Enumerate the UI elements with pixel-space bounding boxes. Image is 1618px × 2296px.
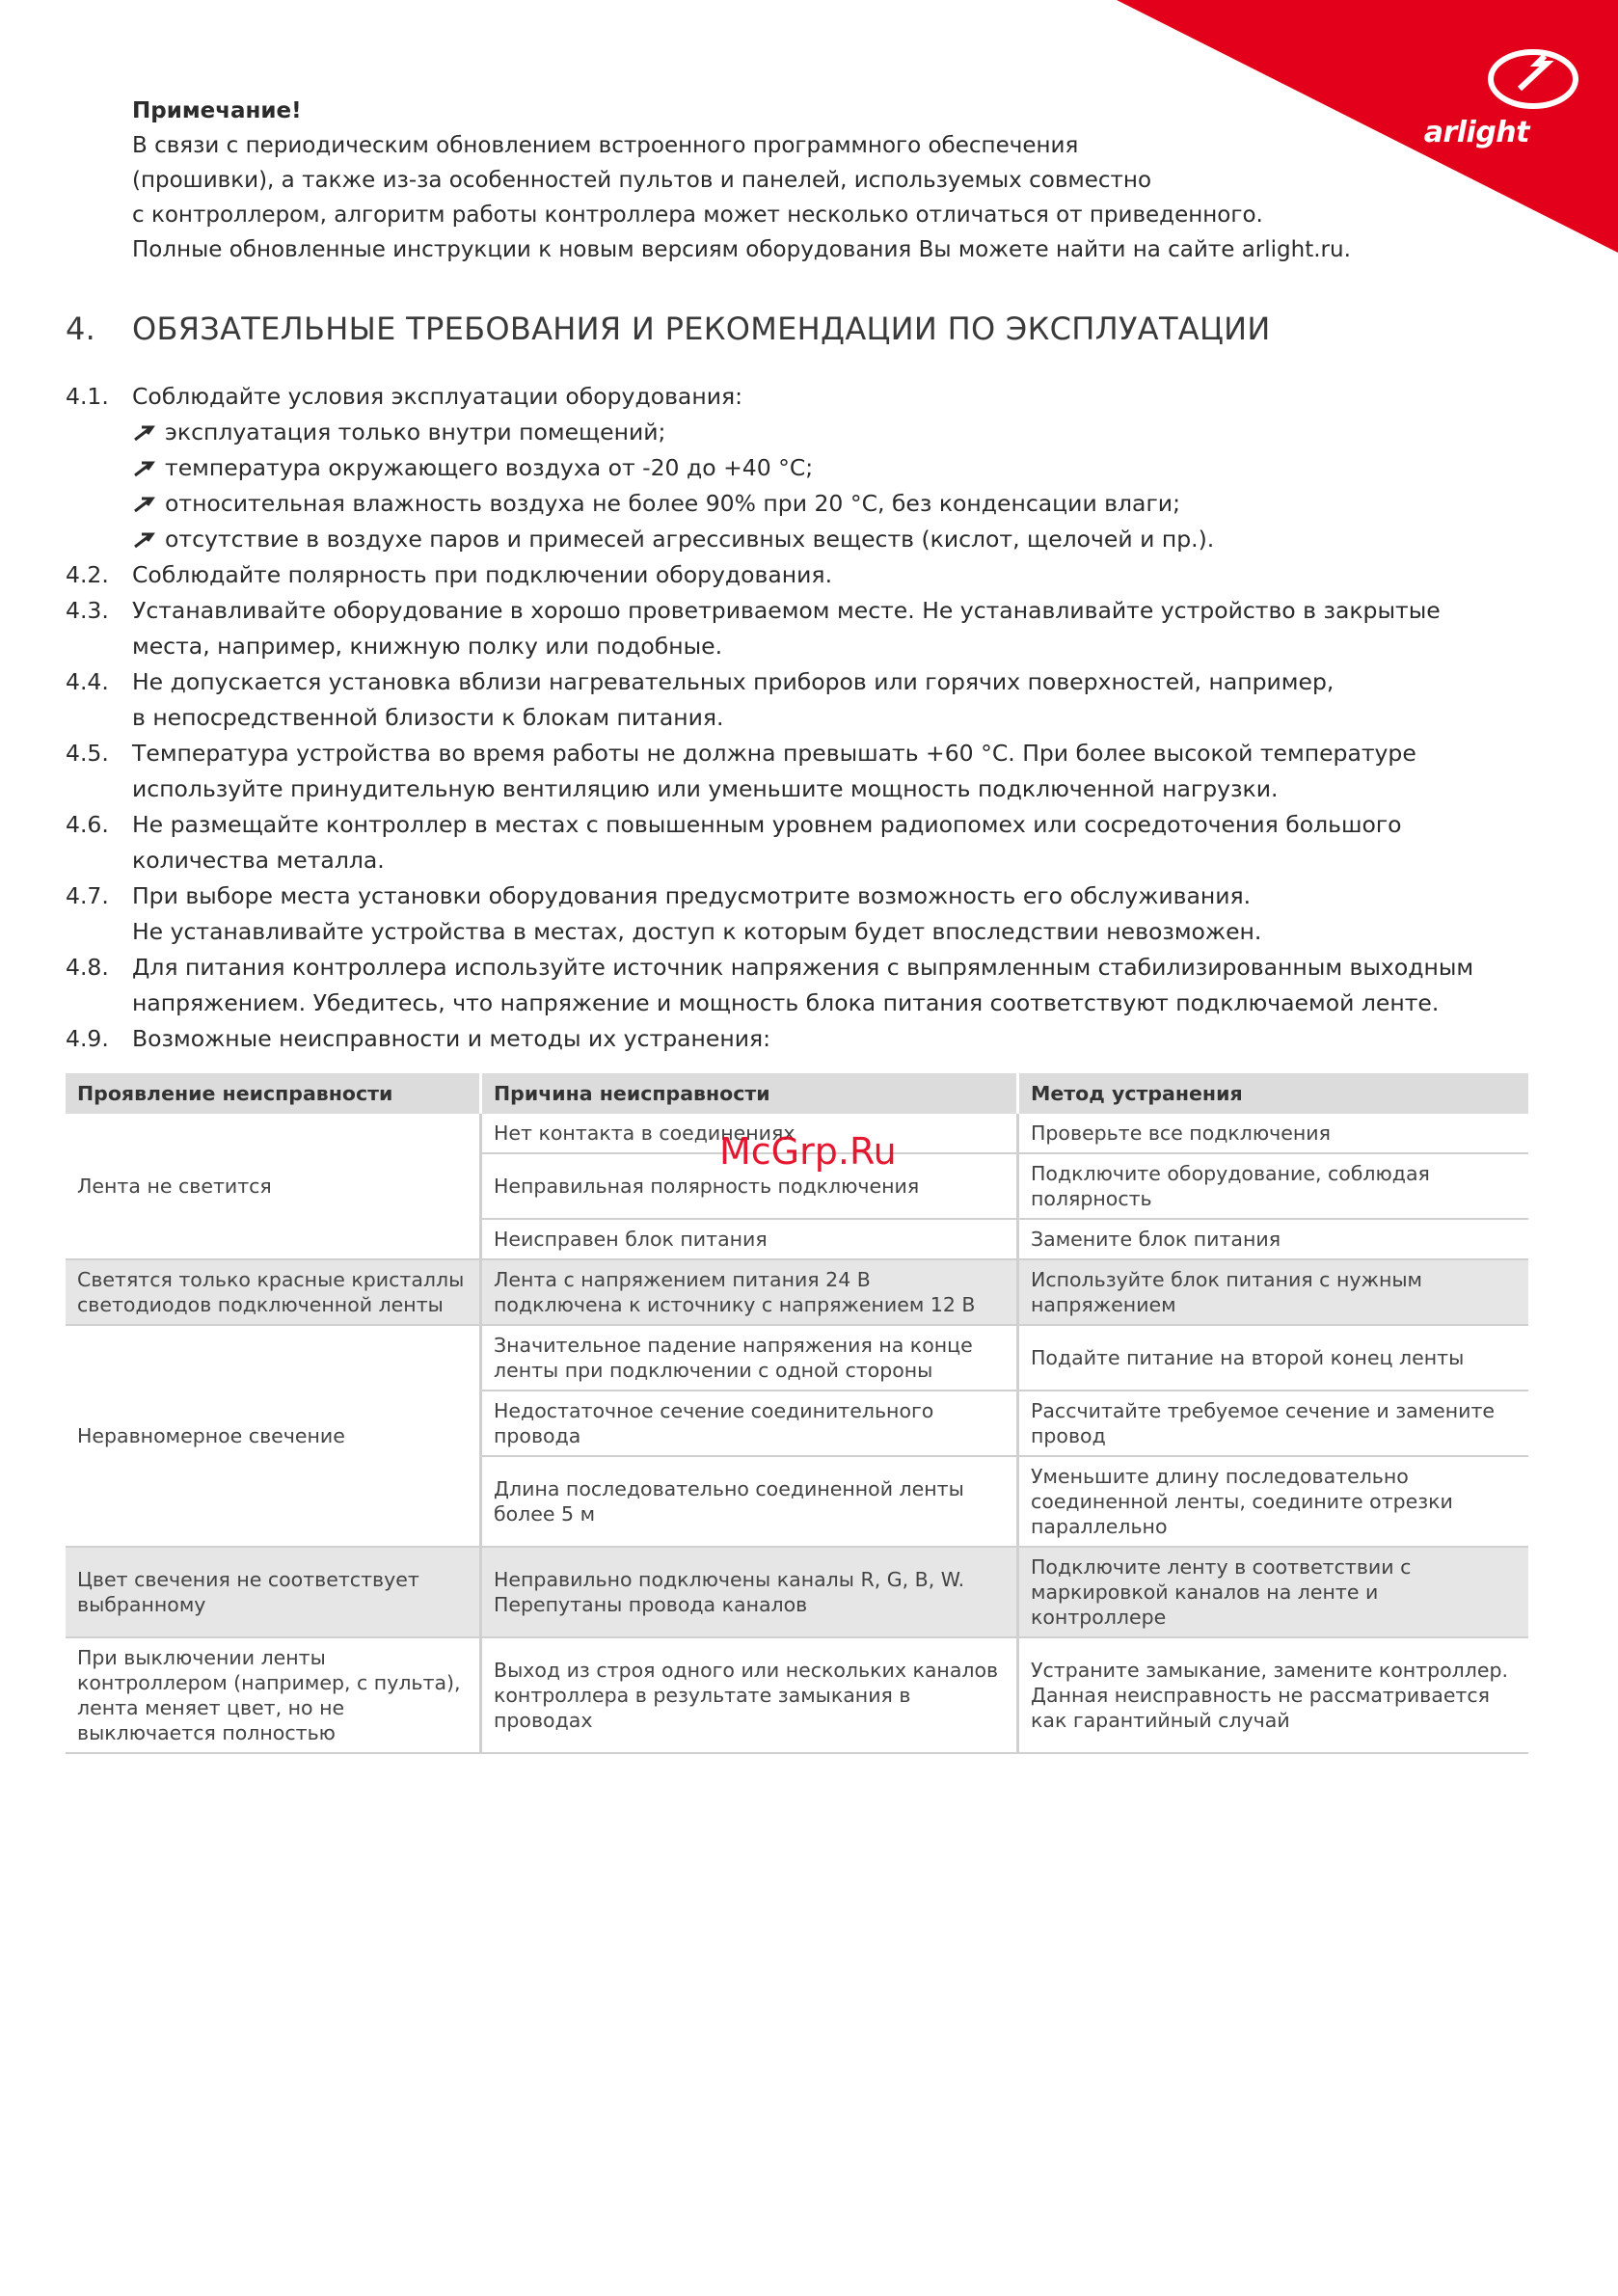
item-text: количества металла. — [132, 847, 385, 874]
list-item — [66, 807, 1551, 878]
list-item — [66, 736, 1551, 807]
item-text: Соблюдайте полярность при подключении оборудования. — [132, 561, 833, 588]
cause-cell: Лента с напряжением питания 24 В подключена к источнику с напряжением 12 В — [481, 1259, 1018, 1325]
remedy-cell: Проверьте все подключения — [1018, 1114, 1529, 1153]
table-header-row — [66, 1073, 1528, 1114]
item-number: 4.4. — [66, 668, 109, 695]
remedy-cell: Замените блок питания — [1018, 1219, 1529, 1259]
column-header: Метод устранения — [1018, 1073, 1529, 1114]
remedy-cell: Рассчитайте требуемое сечение и замените провод — [1018, 1391, 1529, 1456]
note-line: (прошивки), а также из-за особенностей пультов и панелей, используемых совместно — [132, 168, 1152, 193]
symptom-cell: Лента не светится — [66, 1114, 481, 1259]
requirements-list — [66, 379, 1551, 1057]
list-item — [66, 950, 1551, 1021]
note-line: В связи с периодическим обновлением встроенного программного обеспечения — [132, 133, 1079, 158]
arrow-bullet-icon — [132, 530, 157, 550]
cause-cell: Недостаточное сечение соединительного провода — [481, 1391, 1018, 1456]
symptom-cell: При выключении ленты контроллером (например, с пульта), лента меняет цвет, но не выключается полностью — [66, 1637, 481, 1753]
list-item — [66, 1021, 1551, 1057]
remedy-cell: Используйте блок питания с нужным напряжением — [1018, 1259, 1529, 1325]
condition-text: температура окружающего воздуха от -20 до +40 °С; — [165, 454, 814, 481]
list-item — [66, 664, 1551, 736]
item-text: места, например, книжную полку или подобные. — [132, 633, 723, 660]
note-title: Примечание! — [132, 98, 302, 123]
table-row — [66, 1325, 1528, 1391]
item-number: 4.9. — [66, 1025, 109, 1052]
condition-item — [66, 486, 1551, 522]
condition-text: относительная влажность воздуха не более 90% при 20 °С, без конденсации влаги; — [165, 490, 1180, 517]
faults-table — [66, 1073, 1528, 1754]
condition-text: отсутствие в воздухе паров и примесей агрессивных веществ (кислот, щелочей и пр.). — [165, 526, 1215, 553]
cause-cell: Неправильная полярность подключения — [481, 1153, 1018, 1219]
item-number: 4.3. — [66, 597, 109, 624]
symptom-cell: Светятся только красные кристаллы светодиодов подключенной ленты — [66, 1259, 481, 1325]
item-text: Не размещайте контроллер в местах с повышенным уровнем радиопомех или сосредоточения большого — [132, 811, 1402, 838]
cause-cell: Нет контакта в соединениях — [481, 1114, 1018, 1153]
cause-cell: Значительное падение напряжения на конце ленты при подключении с одной стороны — [481, 1325, 1018, 1391]
arrow-bullet-icon — [132, 495, 157, 514]
item-text: Устанавливайте оборудование в хорошо проветриваемом месте. Не устанавливайте устройство в закрытые — [132, 597, 1441, 624]
table-row — [66, 1637, 1528, 1753]
cause-cell: Длина последовательно соединенной ленты более 5 м — [481, 1456, 1018, 1547]
column-header: Причина неисправности — [481, 1073, 1018, 1114]
symptom-cell: Цвет свечения не соответствует выбранному — [66, 1547, 481, 1637]
section-number: 4. — [66, 311, 96, 347]
item-number: 4.7. — [66, 882, 109, 909]
item-number: 4.2. — [66, 561, 109, 588]
list-item — [66, 593, 1551, 664]
symptom-cell: Неравномерное свечение — [66, 1325, 481, 1547]
item-text: Для питания контроллера используйте источник напряжения с выпрямленным стабилизированным выходным — [132, 954, 1474, 981]
note-block — [132, 94, 1463, 267]
item-text: При выборе места установки оборудования предусмотрите возможность его обслуживания. — [132, 882, 1252, 909]
remedy-cell: Подключите ленту в соответствии с маркировкой каналов на ленте и контроллере — [1018, 1547, 1529, 1637]
item-number: 4.5. — [66, 740, 109, 767]
item-text: Температура устройства во время работы не должна превышать +60 °С. При более высокой температуре — [132, 740, 1416, 767]
remedy-cell: Подайте питание на второй конец ленты — [1018, 1325, 1529, 1391]
item-text: используйте принудительную вентиляцию или уменьшите мощность подключенной нагрузки. — [132, 775, 1279, 802]
remedy-cell: Уменьшите длину последовательно соединенной ленты, соедините отрезки параллельно — [1018, 1456, 1529, 1547]
watermark-text: McGrp.Ru — [719, 1130, 897, 1173]
section-heading — [66, 311, 1271, 347]
list-item — [66, 379, 1551, 415]
item-text: Не допускается установка вблизи нагревательных приборов или горячих поверхностей, например, — [132, 668, 1335, 695]
item-text: напряжением. Убедитесь, что напряжение и мощность блока питания соответствуют подключаемой ленте. — [132, 989, 1440, 1016]
arlight-logo-text: arlight — [1423, 116, 1529, 149]
condition-item — [66, 522, 1551, 557]
item-number: 4.6. — [66, 811, 109, 838]
item-text: Соблюдайте условия эксплуатации оборудования: — [132, 383, 743, 410]
remedy-cell: Подключите оборудование, соблюдая полярность — [1018, 1153, 1529, 1219]
column-header: Проявление неисправности — [66, 1073, 481, 1114]
table-row — [66, 1259, 1528, 1325]
item-text: Не устанавливайте устройства в местах, доступ к которым будет впоследствии невозможен. — [132, 918, 1262, 945]
item-number: 4.1. — [66, 383, 109, 410]
item-text: в непосредственной близости к блокам питания. — [132, 704, 724, 731]
section-title: ОБЯЗАТЕЛЬНЫЕ ТРЕБОВАНИЯ И РЕКОМЕНДАЦИИ ПО ЭКСПЛУАТАЦИИ — [132, 311, 1271, 347]
list-item — [66, 557, 1551, 593]
arrow-bullet-icon — [132, 423, 157, 443]
table-row — [66, 1547, 1528, 1637]
remedy-cell: Устраните замыкание, замените контроллер. Данная неисправность не рассматривается как гарантийный случай — [1018, 1637, 1529, 1753]
item-text: Возможные неисправности и методы их устранения: — [132, 1025, 771, 1052]
note-line: Полные обновленные инструкции к новым версиям оборудования Вы можете найти на сайте arlight.ru. — [132, 237, 1351, 262]
arrow-bullet-icon — [132, 459, 157, 478]
condition-item — [66, 450, 1551, 486]
condition-text: эксплуатация только внутри помещений; — [165, 419, 666, 446]
cause-cell: Неисправен блок питания — [481, 1219, 1018, 1259]
note-line: с контроллером, алгоритм работы контроллера может несколько отличаться от приведенного. — [132, 203, 1263, 228]
cause-cell: Выход из строя одного или нескольких каналов контроллера в результате замыкания в проводах — [481, 1637, 1018, 1753]
item-number: 4.8. — [66, 954, 109, 981]
condition-item — [66, 415, 1551, 450]
cause-cell: Неправильно подключены каналы R, G, B, W. Перепутаны провода каналов — [481, 1547, 1018, 1637]
list-item — [66, 878, 1551, 950]
